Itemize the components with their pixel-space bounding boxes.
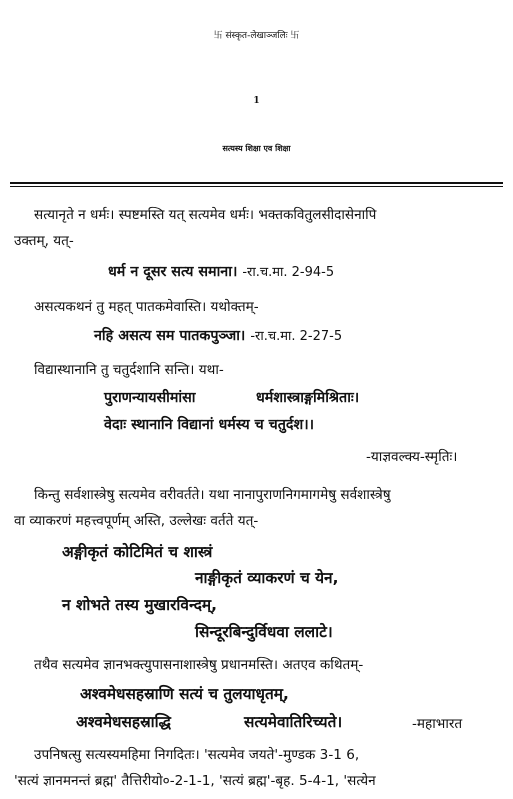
- quote1-line: [108, 262, 334, 281]
- quote2-text: नहि असत्य सम पातकपुञ्जा।: [94, 328, 246, 344]
- para3: विद्यास्थानानि तु चतुर्दशानि सन्ति। यथा-: [34, 362, 224, 378]
- para4-line1: किन्तु सर्वशास्त्रेषु सत्यमेव वरीवर्तते। यथा नानापुराणनिगमागमेषु सर्वशास्त्रेषु: [34, 487, 391, 503]
- verse2-line2: नाङ्गीकृतं व्याकरणं च येन,: [195, 569, 339, 587]
- verse2-line1: अङ्गीकृतं कोटिमितं च शास्त्रं: [62, 543, 213, 561]
- para6-line2: 'सत्यं ज्ञानमनन्तं ब्रह्म' तैत्तिरीयो०-2-1-1, 'सत्यं ब्रह्म'-बृह. 5-4-1, 'सत्येन: [14, 773, 376, 789]
- para2: असत्यकथनं तु महत् पातकमेवास्ति। यथोक्तम्-: [34, 299, 259, 315]
- verse3-line2b: सत्यमेवातिरिच्यते।: [244, 713, 343, 731]
- verse3-ref: -महाभारत: [412, 716, 463, 732]
- verse1-line1b: धर्मशास्त्राङ्गमिश्रिताः।: [256, 390, 360, 406]
- book-header: 卐 संस्कृत-लेखाञ्जलिः 卐: [213, 31, 300, 41]
- verse1-ref: -याज्ञवल्क्य-स्मृतिः।: [366, 449, 458, 465]
- para1-line2: उक्तम्, यत्-: [14, 233, 74, 249]
- quote1-text: धर्म न दूसर सत्य समाना।: [108, 264, 238, 280]
- title-rule-thin: [10, 186, 503, 187]
- quote2-ref: -रा.च.मा. 2-27-5: [250, 329, 343, 344]
- chapter-title: सत्यस्य शिक्षा एव शिक्षा: [222, 144, 291, 153]
- para5: तथैव सत्यमेव ज्ञानभक्त्युपासनाशास्त्रेषु प्रधानमस्ति। अतएव कथितम्-: [34, 657, 364, 673]
- para6-line1: उपनिषत्सु सत्यस्यमहिमा निगदितः। 'सत्यमेव जयते'-मुण्डक 3-1 6,: [34, 747, 360, 763]
- verse1-line2: वेदाः स्थानानि विद्यानां धर्मस्य च चतुर्दश।।: [104, 417, 315, 433]
- verse2-line4: सिन्दूरबिन्दुर्विधवा ललाटे।: [195, 623, 333, 641]
- verse1-line1a: पुराणन्यायसीमांसा: [104, 390, 196, 406]
- chapter-number: 1: [253, 96, 260, 106]
- quote2-line: [94, 326, 342, 345]
- title-rule-thick: [10, 182, 503, 184]
- quote1-ref: -रा.च.मा. 2-94-5: [242, 265, 335, 280]
- verse3-line2a: अश्वमेधसहस्राद्धि: [76, 713, 171, 731]
- para4-line2: वा व्याकरणं महत्त्वपूर्णम् अस्ति, उल्लेखः वर्तते यत्-: [14, 513, 259, 529]
- verse2-line3: न शोभते तस्य मुखारविन्दम्,: [62, 596, 217, 614]
- verse3-line1: अश्वमेधसहस्राणि सत्यं च तुलयाधृतम्,: [80, 685, 289, 703]
- para1-line1: सत्यानृते न धर्मः। स्पष्टमस्ति यत् सत्यमेव धर्मः। भक्तकवितुलसीदासेनापि: [34, 207, 377, 223]
